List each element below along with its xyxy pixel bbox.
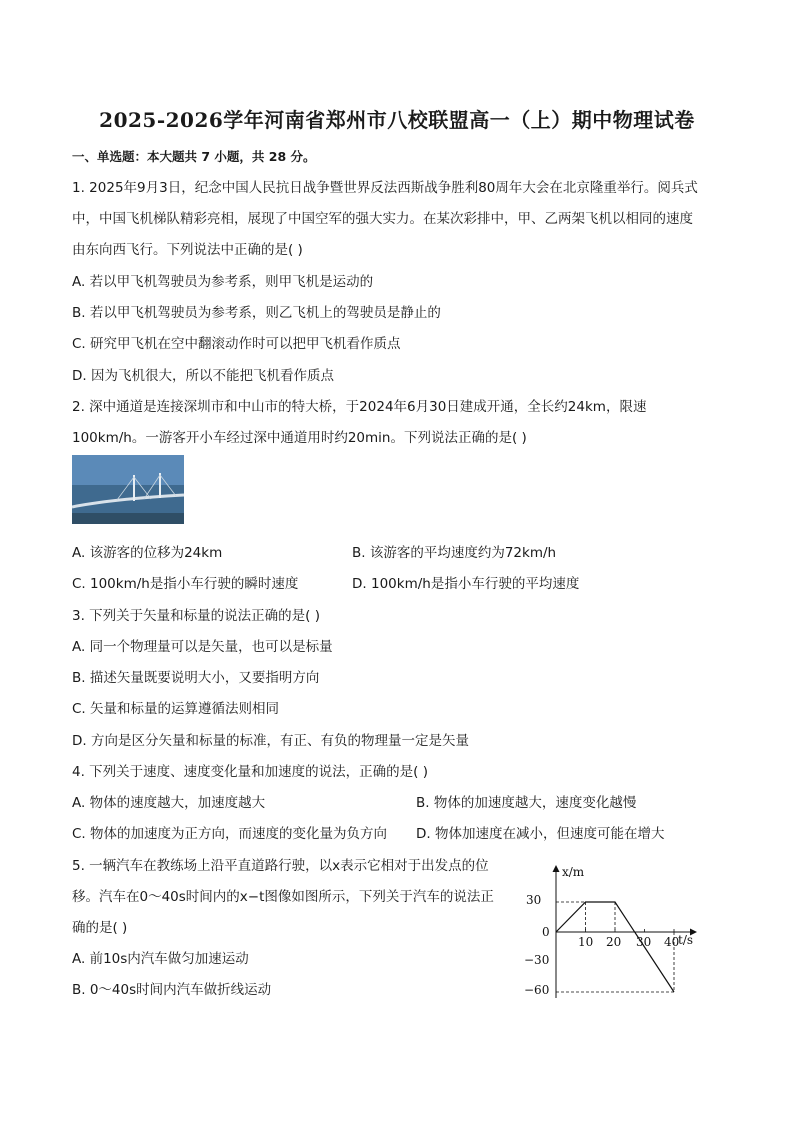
y-tick-label: −30 bbox=[524, 953, 550, 967]
x-tick-label: 10 bbox=[578, 935, 594, 949]
q4-option-a: A. 物体的速度越大，加速度越大 bbox=[72, 795, 266, 811]
q4-line-1: 4. 下列关于速度、速度变化量和加速度的说法，正确的是( ) bbox=[72, 764, 428, 780]
q5-line-1: 5. 一辆汽车在教练场上沿平直道路行驶，以x表示它相对于出发点的位 bbox=[72, 858, 489, 874]
q3-option-d: D. 方向是区分矢量和标量的标准，有正、有负的物理量一定是矢量 bbox=[72, 733, 469, 749]
q5-line-3: 确的是( ) bbox=[72, 920, 128, 936]
q1-line-3: 由东向西飞行。下列说法中正确的是( ) bbox=[72, 242, 303, 258]
x-tick-label: 20 bbox=[606, 935, 622, 949]
xt-graph bbox=[522, 862, 702, 1002]
y-axis-label: x/m bbox=[562, 865, 585, 879]
q2-line-1: 2. 深中通道是连接深圳市和中山市的特大桥，于2024年6月30日建成开通，全长约24km，限速 bbox=[72, 399, 647, 415]
y-tick-label: −60 bbox=[524, 983, 550, 997]
q1-line-1: 1. 2025年9月3日，纪念中国人民抗日战争暨世界反法西斯战争胜利80周年大会在北京隆重举行。阅兵式 bbox=[72, 180, 698, 196]
q2-option-d: D. 100km/h是指小车行驶的平均速度 bbox=[352, 576, 580, 592]
q1-option-c: C. 研究甲飞机在空中翻滚动作时可以把甲飞机看作质点 bbox=[72, 336, 401, 352]
q3-option-a: A. 同一个物理量可以是矢量，也可以是标量 bbox=[72, 639, 333, 655]
x-tick-label: 40 bbox=[664, 935, 680, 949]
x-tick-label: 30 bbox=[636, 935, 652, 949]
q1-option-b: B. 若以甲飞机驾驶员为参考系，则乙飞机上的驾驶员是静止的 bbox=[72, 305, 441, 321]
q1-line-2: 中，中国飞机梯队精彩亮相，展现了中国空军的强大实力。在某次彩排中，甲、乙两架飞机以相同的速度 bbox=[72, 211, 693, 227]
y-tick-label: 0 bbox=[542, 925, 550, 939]
q4-option-b: B. 物体的加速度越大，速度变化越慢 bbox=[416, 795, 637, 811]
q4-option-d: D. 物体加速度在减小，但速度可能在增大 bbox=[416, 826, 665, 842]
q2-option-b: B. 该游客的平均速度约为72km/h bbox=[352, 545, 557, 561]
q2-option-c: C. 100km/h是指小车行驶的瞬时速度 bbox=[72, 576, 299, 592]
q1-option-d: D. 因为飞机很大，所以不能把飞机看作质点 bbox=[72, 368, 334, 384]
q3-option-c: C. 矢量和标量的运算遵循法则相同 bbox=[72, 701, 280, 717]
q5-option-a: A. 前10s内汽车做匀加速运动 bbox=[72, 951, 249, 967]
q4-option-c: C. 物体的加速度为正方向，而速度的变化量为负方向 bbox=[72, 826, 388, 842]
q1-option-a: A. 若以甲飞机驾驶员为参考系，则甲飞机是运动的 bbox=[72, 274, 374, 290]
bridge-photo bbox=[72, 455, 184, 524]
x-axis-label: t/s bbox=[678, 933, 694, 947]
q3-option-b: B. 描述矢量既要说明大小，又要指明方向 bbox=[72, 670, 320, 686]
q5-line-2: 移。汽车在0～40s时间内的x−t图像如图所示，下列关于汽车的说法正 bbox=[72, 889, 494, 905]
q2-line-2: 100km/h。一游客开小车经过深中通道用时约20min。下列说法正确的是( ) bbox=[72, 430, 527, 446]
page-title: 2025-2026学年河南省郑州市八校联盟高一（上）期中物理试卷 bbox=[99, 108, 695, 132]
q3-line-1: 3. 下列关于矢量和标量的说法正确的是( ) bbox=[72, 608, 320, 624]
q2-option-a: A. 该游客的位移为24km bbox=[72, 545, 223, 561]
y-tick-label: 30 bbox=[526, 893, 542, 907]
q5-option-b: B. 0～40s时间内汽车做折线运动 bbox=[72, 982, 272, 998]
section-heading: 一、单选题：本大题共 7 小题，共 28 分。 bbox=[72, 149, 316, 164]
